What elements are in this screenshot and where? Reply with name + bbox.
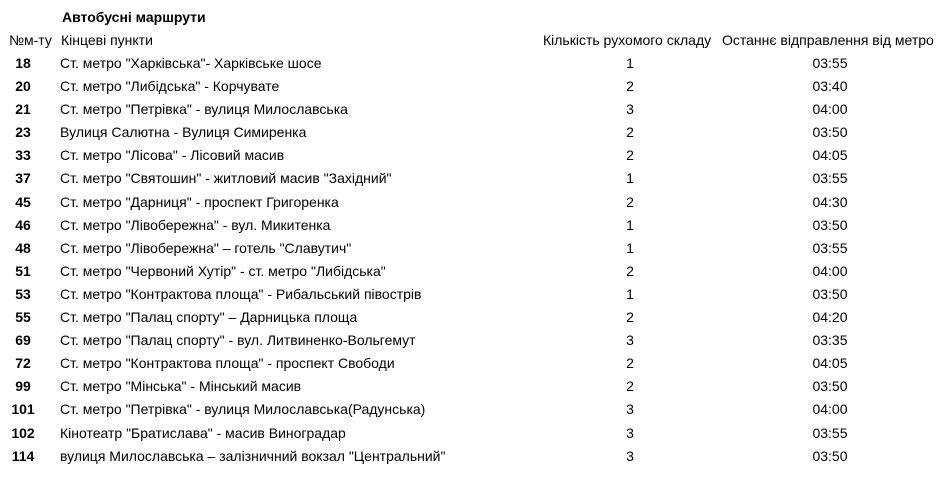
last-departure: 03:40 [812, 78, 848, 95]
last-departure: 03:50 [812, 285, 848, 302]
route-number: 21 [15, 101, 31, 118]
last-departure: 04:30 [812, 193, 848, 210]
last-departure: 03:35 [812, 332, 848, 349]
last-departure: 03:55 [812, 424, 848, 441]
table-row [0, 167, 950, 190]
page-title: Автобусні маршрути [62, 9, 206, 25]
vehicle-count: 2 [626, 355, 634, 372]
route-number: 55 [15, 309, 31, 326]
vehicle-count: 2 [626, 193, 634, 210]
table-row [0, 398, 950, 421]
route-endpoints: Ст. метро "Святошин" - житловий масив "Західний" [60, 170, 392, 187]
last-departure: 03:50 [812, 124, 848, 141]
table-row [0, 329, 950, 352]
vehicle-count: 2 [626, 124, 634, 141]
route-endpoints: Ст. метро "Контрактова площа" - Рибальський півострів [60, 285, 422, 302]
last-departure: 03:50 [812, 216, 848, 233]
vehicle-count: 2 [626, 378, 634, 395]
vehicle-count: 1 [626, 170, 634, 187]
header-vehicle-count: Кількість рухомого складу [543, 32, 712, 48]
table-row [0, 121, 950, 144]
table-row [0, 75, 950, 98]
table-row [0, 52, 950, 75]
last-departure: 04:00 [812, 401, 848, 418]
table-row [0, 375, 950, 398]
route-endpoints: Кінотеатр "Братислава" - масив Виноградар [60, 424, 346, 441]
vehicle-count: 3 [626, 401, 634, 418]
header-route-number: №м-ту [9, 32, 52, 48]
route-number: 101 [11, 401, 35, 418]
route-number: 20 [15, 78, 31, 95]
route-endpoints: Ст. метро "Мінська" - Мінський масив [60, 378, 302, 395]
last-departure: 04:00 [812, 262, 848, 279]
route-number: 45 [15, 193, 31, 210]
last-departure: 03:55 [812, 55, 848, 71]
route-endpoints: Ст. метро "Харківська"- Харківське шосе [60, 55, 322, 71]
route-number: 33 [15, 147, 31, 164]
route-endpoints: Ст. метро "Лісова" - Лісовий масив [60, 147, 285, 164]
table-row [0, 214, 950, 237]
vehicle-count: 1 [626, 55, 634, 71]
route-endpoints: Ст. метро "Контрактова площа" - проспект Свободи [60, 355, 395, 372]
route-number: 114 [11, 447, 35, 464]
route-endpoints: Ст. метро "Либідська" - Корчувате [60, 78, 280, 95]
table-row [0, 445, 950, 468]
route-endpoints: Ст. метро "Лівобережна" – готель "Славутич" [60, 239, 352, 256]
vehicle-count: 2 [626, 262, 634, 279]
vehicle-count: 1 [626, 285, 634, 302]
table-row [0, 98, 950, 121]
route-number: 102 [11, 424, 35, 441]
route-number: 69 [15, 332, 31, 349]
route-number: 99 [15, 378, 31, 395]
header-endpoints: Кінцеві пункти [61, 32, 153, 48]
table-row [0, 306, 950, 329]
vehicle-count: 3 [626, 447, 634, 464]
route-number: 53 [15, 285, 31, 302]
last-departure: 03:50 [812, 447, 848, 464]
route-number: 48 [15, 239, 31, 256]
table-row [0, 422, 950, 445]
last-departure: 03:55 [812, 170, 848, 187]
last-departure: 04:05 [812, 355, 848, 372]
last-departure: 03:55 [812, 239, 848, 256]
last-departure: 04:20 [812, 309, 848, 326]
route-number: 46 [15, 216, 31, 233]
route-endpoints: Ст. метро "Петрівка" - вулиця Милославська [60, 101, 348, 118]
vehicle-count: 3 [626, 101, 634, 118]
last-departure: 04:00 [812, 101, 848, 118]
table-row [0, 283, 950, 306]
route-endpoints: Ст. метро "Лівобережна" - вул. Микитенка [60, 216, 331, 233]
header-last-departure: Останнє відправлення від метро [722, 32, 934, 48]
route-number: 72 [15, 355, 31, 372]
vehicle-count: 1 [626, 239, 634, 256]
route-endpoints: Ст. метро "Дарниця" - проспект Григоренка [60, 193, 339, 210]
vehicle-count: 1 [626, 216, 634, 233]
route-endpoints: Ст. метро "Палац спорту" – Дарницька площа [60, 309, 358, 326]
vehicle-count: 2 [626, 309, 634, 326]
route-number: 18 [15, 55, 31, 71]
route-endpoints: Вулиця Салютна - Вулиця Симиренка [60, 124, 307, 141]
routes-table [0, 52, 950, 468]
route-endpoints: Ст. метро "Червоний Хутір" - ст. метро "Либідська" [60, 262, 386, 279]
vehicle-count: 2 [626, 147, 634, 164]
last-departure: 03:50 [812, 378, 848, 395]
route-number: 23 [15, 124, 31, 141]
vehicle-count: 3 [626, 332, 634, 349]
route-endpoints: вулиця Милославська – залізничний вокзал "Центральний" [60, 447, 446, 464]
table-row [0, 191, 950, 214]
table-row [0, 144, 950, 167]
vehicle-count: 2 [626, 78, 634, 95]
route-number: 51 [15, 262, 31, 279]
table-row [0, 352, 950, 375]
route-number: 37 [15, 170, 31, 187]
route-endpoints: Ст. метро "Палац спорту" - вул. Литвиненко-Вольгемут [60, 332, 416, 349]
vehicle-count: 3 [626, 424, 634, 441]
table-row [0, 260, 950, 283]
table-row [0, 237, 950, 260]
last-departure: 04:05 [812, 147, 848, 164]
route-endpoints: Ст. метро "Петрівка" - вулиця Милославська(Радунська) [60, 401, 426, 418]
